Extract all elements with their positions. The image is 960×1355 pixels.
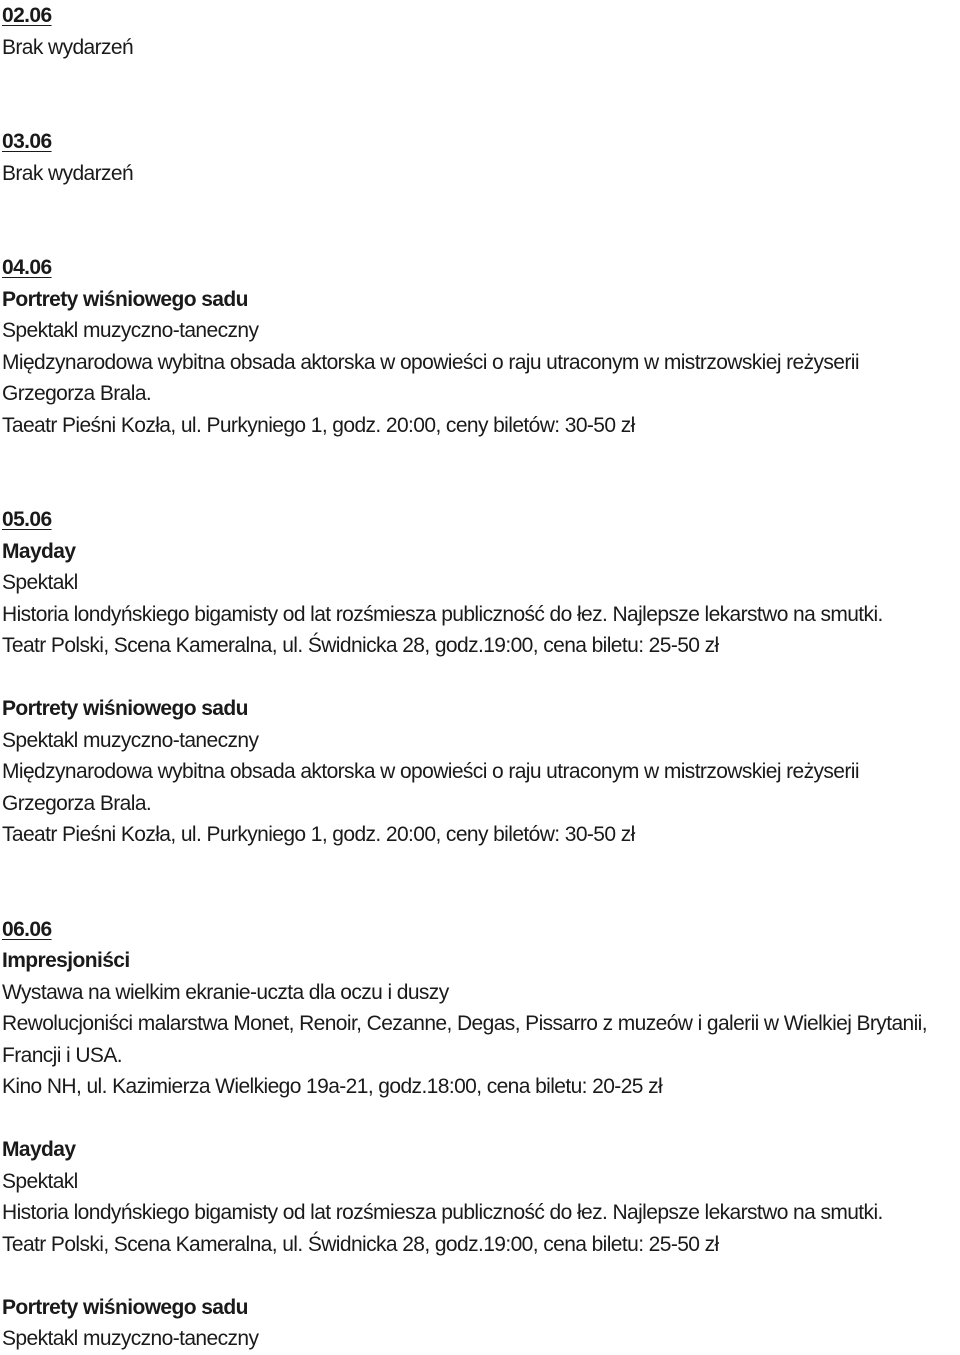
spacer xyxy=(2,473,960,505)
event-item xyxy=(2,284,960,442)
event-details: Kino NH, ul. Kazimierza Wielkiego 19a-21, godz.18:00, cena biletu: 20-25 zł xyxy=(2,1075,663,1098)
event-description: Międzynarodowa wybitna obsada aktorska w opowieści o raju utraconym w mistrzowskiej reżyserii Grzegorza Brala. xyxy=(2,350,859,405)
event-details: Taeatr Pieśni Kozła, ul. Purkyniego 1, godz. 20:00, ceny biletów: 30-50 zł xyxy=(2,413,635,437)
spacer xyxy=(2,63,960,95)
day-0506 xyxy=(2,504,960,851)
event-title: Portrety wiśniowego sadu xyxy=(2,287,248,311)
event-details: Teatr Polski, Scena Kameralna, ul. Świdnicka 28, godz.19:00, cena biletu: 25-50 zł xyxy=(2,634,719,657)
spacer xyxy=(2,1260,960,1292)
event-type: Wystawa na wielkim ekranie-uczta dla oczu i duszy xyxy=(2,980,449,1004)
event-item xyxy=(2,1292,960,1355)
spacer xyxy=(2,851,960,883)
event-type: Spektakl xyxy=(2,1169,78,1193)
event-title: Portrety wiśniowego sadu xyxy=(2,1295,248,1319)
event-item xyxy=(2,536,960,662)
day-date: 05.06 xyxy=(2,508,52,531)
day-0306 xyxy=(2,126,960,189)
event-type: Spektakl muzyczno-taneczny xyxy=(2,1327,259,1350)
event-type: Spektakl muzyczno-taneczny xyxy=(2,728,259,752)
event-details: Taeatr Pieśni Kozła, ul. Purkyniego 1, godz. 20:00, ceny biletów: 30-50 zł xyxy=(2,823,635,846)
spacer xyxy=(2,95,960,127)
empty-day-text: Brak wydarzeń xyxy=(2,35,134,59)
day-date: 06.06 xyxy=(2,917,52,941)
spacer xyxy=(2,1103,960,1135)
day-0206 xyxy=(2,0,960,63)
event-type: Spektakl xyxy=(2,571,78,594)
event-item xyxy=(2,693,960,851)
event-type: Spektakl muzyczno-taneczny xyxy=(2,319,259,342)
day-0406 xyxy=(2,252,960,441)
spacer xyxy=(2,221,960,253)
day-date: 02.06 xyxy=(2,4,52,27)
spacer xyxy=(2,882,960,914)
event-description: Historia londyńskiego bigamisty od lat rozśmiesza publiczność do łez. Najlepsze lekarstwo na smutki. xyxy=(2,602,883,626)
event-description: Międzynarodowa wybitna obsada aktorska w opowieści o raju utraconym w mistrzowskiej reżyserii Grzegorza Brala. xyxy=(2,760,859,815)
day-date: 03.06 xyxy=(2,130,52,153)
spacer xyxy=(2,441,960,473)
event-item xyxy=(2,1134,960,1260)
event-title: Impresjoniści xyxy=(2,949,130,972)
event-title: Portrety wiśniowego sadu xyxy=(2,697,248,720)
event-item xyxy=(2,945,960,1103)
day-date: 04.06 xyxy=(2,256,52,279)
day-0606 xyxy=(2,914,960,1355)
event-description: Historia londyńskiego bigamisty od lat rozśmiesza publiczność do łez. Najlepsze lekarstwo na smutki. xyxy=(2,1201,883,1224)
event-details: Teatr Polski, Scena Kameralna, ul. Świdnicka 28, godz.19:00, cena biletu: 25-50 zł xyxy=(2,1232,719,1256)
spacer xyxy=(2,662,960,694)
event-title: Mayday xyxy=(2,539,76,563)
spacer xyxy=(2,189,960,221)
event-description: Rewolucjoniści malarstwa Monet, Renoir, Cezanne, Degas, Pissarro z muzeów i galerii w Wielkiej Brytanii, Francji i USA. xyxy=(2,1012,927,1067)
empty-day-text: Brak wydarzeń xyxy=(2,161,134,185)
event-title: Mayday xyxy=(2,1138,76,1161)
